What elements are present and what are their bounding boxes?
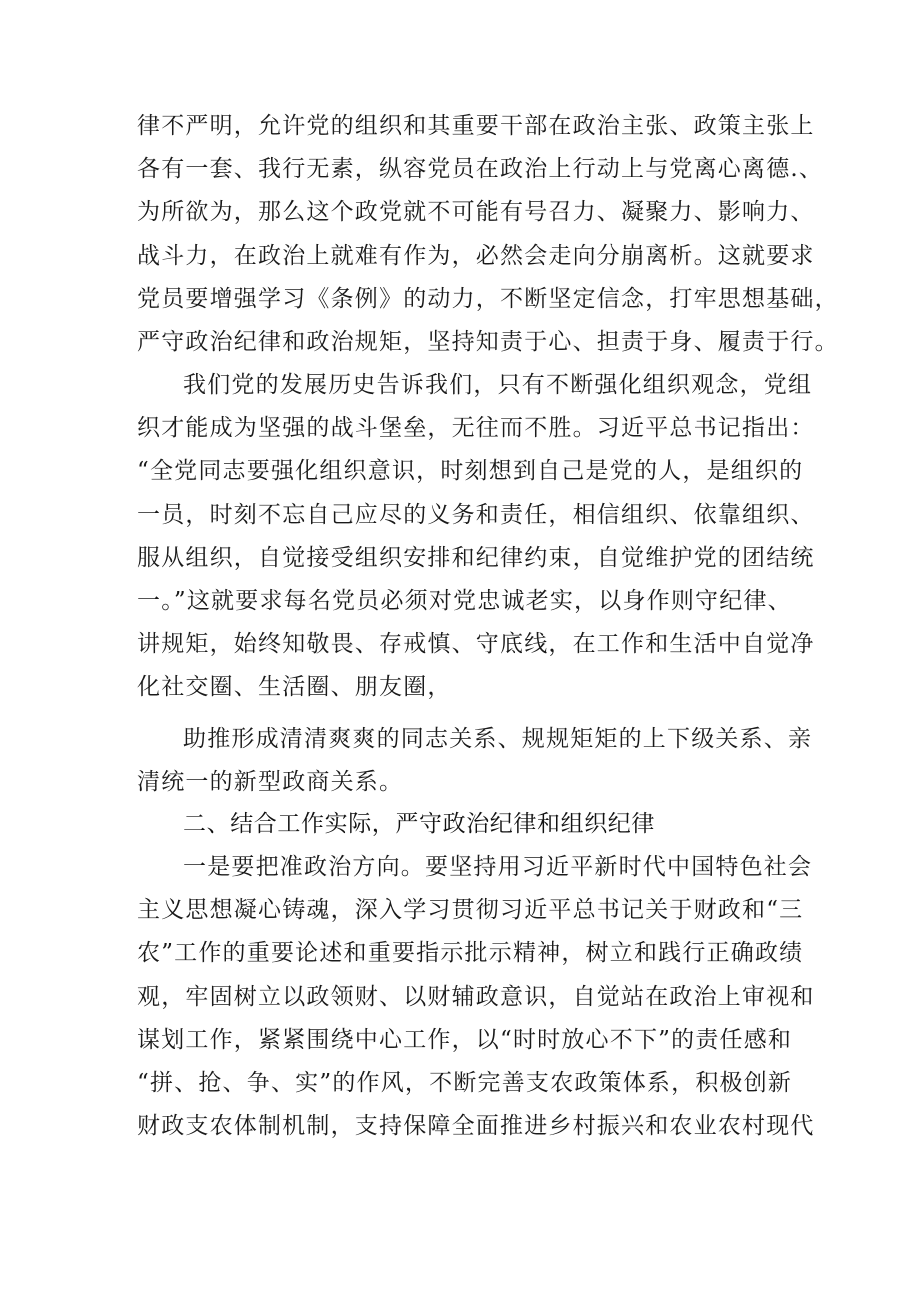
text-line: 律不严明，允许党的组织和其重要干部在政治主张、政策主张上: [137, 113, 815, 139]
section-heading: 二、结合工作实际，严守政治纪律和组织纪律: [183, 811, 655, 837]
paragraph-2: [137, 364, 815, 710]
text-line: 一员，时刻不忘自己应尽的义务和责任，相信组织、依靠组织、: [137, 501, 815, 528]
text-line: “全党同志要强化组织意识，时刻想到自己是党的人，是组织的: [137, 458, 804, 485]
text-line: 严守政治纪律和政治规矩，坚持知责于心、担责于身、履责于行。: [137, 328, 839, 355]
text-line: 讲规矩，始终知敬畏、存戒慎、守底线，在工作和生活中自觉净: [137, 631, 815, 658]
text-line: 我们党的发展历史告诉我们，只有不断强化组织观念，党组: [183, 372, 813, 398]
text-line: 主义思想凝心铸魂，深入学习贯彻习近平总书记关于财政和“三: [137, 897, 804, 924]
text-line: 观，牢固树立以政领财、以财辅政意识，自觉站在政治上审视和: [137, 983, 815, 1010]
text-line: 农”工作的重要论述和重要指示批示精神，树立和践行正确政绩: [137, 940, 804, 967]
text-line: 化社交圈、生活圈、朋友圈，: [137, 674, 452, 701]
paragraph-3: [137, 718, 813, 804]
text-line: “拼、抢、争、实”的作风，不断完善支农政策体系，积极创新: [137, 1069, 793, 1096]
text-line: 战斗力，在政治上就难有作为，必然会走向分崩离析。这就要求: [137, 242, 815, 269]
text-line: 各有一套、我行无素，纵容党员在政治上行动上与党离心离德.、: [137, 156, 824, 183]
text-line: 为所欲为，那么这个政党就不可能有号召力、凝聚力、影响力、: [137, 199, 815, 226]
text-line: 服从组织，自觉接受组织安排和纪律约束，自觉维护党的团结统: [137, 544, 815, 571]
paragraph-1: [137, 105, 839, 364]
text-line: 织才能成为坚强的战斗堡垒，无往而不胜。习近平总书记指出：: [137, 415, 815, 442]
text-line: 党员要增强学习《条例》的动力，不断坚定信念，打牢思想基础，: [137, 285, 839, 312]
text-line: 谋划工作，紧紧围绕中心工作，以“时时放心不下”的责任感和: [137, 1026, 793, 1053]
paragraph-4: [137, 846, 815, 1148]
text-line: 清统一的新型政商关系。: [137, 769, 404, 796]
text-line: 一。”这就要求每名党员必须对党忠诚老实，以身作则守纪律、: [137, 587, 792, 614]
text-line: 一是要把准政治方向。要坚持用习近平新时代中国特色社会: [183, 854, 813, 880]
text-line: 财政支农体制机制，支持保障全面推进乡村振兴和农业农村现代: [137, 1113, 815, 1140]
text-line: 助推形成清清爽爽的同志关系、规规矩矩的上下级关系、亲: [183, 726, 813, 752]
